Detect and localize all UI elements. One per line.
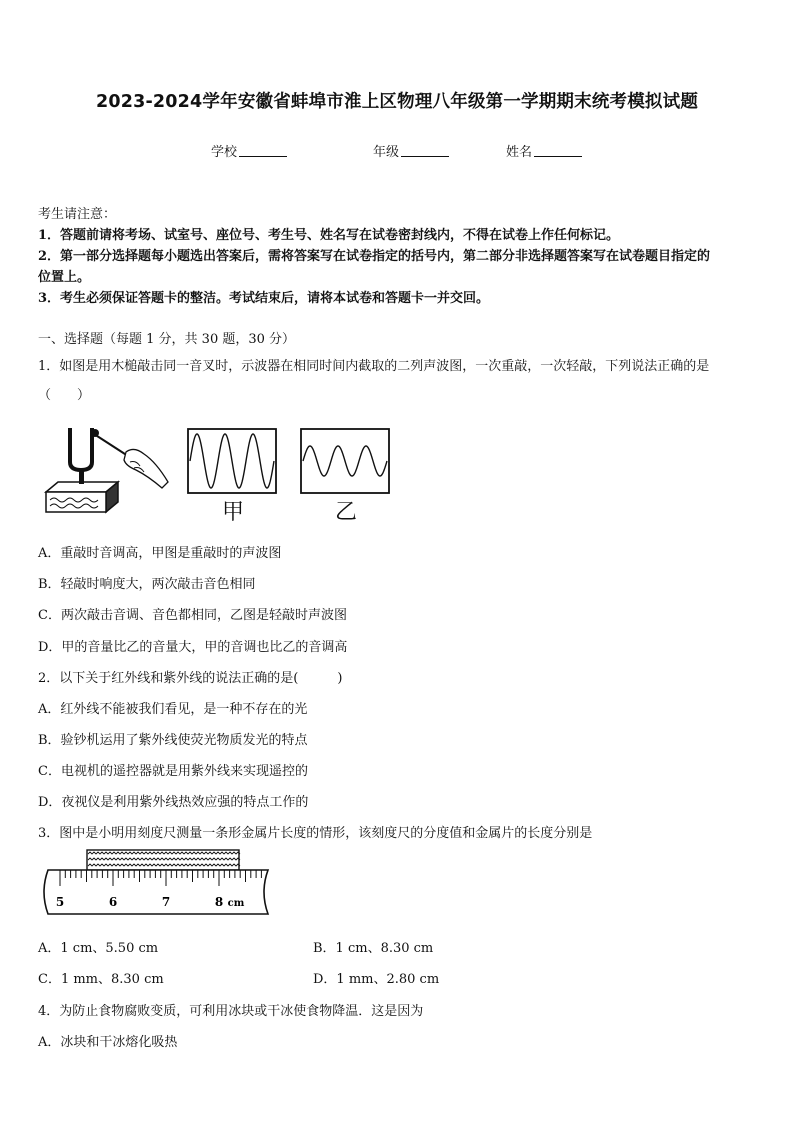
q2-option-a[interactable]: A．红外线不能被我们看见，是一种不存在的光 — [38, 702, 308, 717]
name-blank[interactable] — [534, 144, 582, 157]
q1-option-c[interactable]: C．两次敲击音调、音色都相同，乙图是轻敲时声波图 — [38, 608, 347, 623]
q1-option-a[interactable]: A．重敲时音调高，甲图是重敲时的声波图 — [38, 546, 282, 561]
name-label: 姓名 — [506, 145, 533, 160]
waveform-yi — [300, 428, 390, 494]
school-label: 学校 — [211, 145, 238, 160]
q3-option-c[interactable]: C．1 mm、8.30 cm — [38, 972, 164, 987]
waveform-jia-label: 甲 — [222, 500, 245, 525]
q3-option-b[interactable]: B．1 cm、8.30 cm — [313, 941, 434, 956]
exam-title: 2023-2024学年安徽省蚌埠市淮上区物理八年级第一学期期末统考模拟试题 — [95, 92, 699, 112]
ruler-figure — [38, 848, 274, 918]
grade-blank[interactable] — [401, 144, 449, 157]
section-heading: 一、选择题（每题 1 分，共 30 题，30 分） — [38, 332, 296, 347]
grade-field[interactable] — [373, 141, 449, 160]
notice-item-2-cont: 位置上。 — [38, 270, 91, 285]
notice-heading: 考生请注意： — [38, 207, 117, 222]
q3-option-a[interactable]: A．1 cm、5.50 cm — [38, 941, 159, 956]
q4-stem: 4．为防止食物腐败变质，可利用冰块或干冰使食物降温．这是因为 — [38, 1004, 424, 1019]
q2-option-c[interactable]: C．电视机的遥控器就是用紫外线来实现遥控的 — [38, 764, 308, 779]
ruler-tick-7: 7 — [161, 895, 171, 909]
ruler-tick-8: 8 — [214, 895, 224, 909]
q4-option-a[interactable]: A．冰块和干冰熔化吸热 — [38, 1035, 178, 1050]
grade-label: 年级 — [373, 145, 400, 160]
q2-option-b[interactable]: B．验钞机运用了紫外线使荧光物质发光的特点 — [38, 733, 308, 748]
q3-stem: 3．图中是小明用刻度尺测量一条形金属片长度的情形，该刻度尺的分度值和金属片的长度分别是 — [38, 826, 593, 841]
tuning-fork-figure — [44, 424, 174, 519]
q2-option-d[interactable]: D．夜视仪是利用紫外线热效应强的特点工作的 — [38, 795, 309, 810]
q1-stem-bracket: （ ） — [38, 388, 91, 403]
ruler-tick-5: 5 — [55, 895, 65, 909]
school-field[interactable] — [211, 141, 287, 160]
q1-stem: 1．如图是用木槌敲击同一音叉时，示波器在相同时间内截取的二列声波图，一次重敲，一次轻敲，下列说法正确的是 — [38, 359, 710, 374]
notice-item-3: 3．考生必须保证答题卡的整洁。考试结束后，请将本试卷和答题卡一并交回。 — [38, 291, 490, 306]
q1-option-b[interactable]: B．轻敲时响度大，两次敲击音色相同 — [38, 577, 256, 592]
ruler-unit: cm — [227, 898, 245, 909]
waveform-jia — [187, 428, 277, 494]
waveform-yi-label: 乙 — [335, 500, 358, 525]
notice-item-2: 2．第一部分选择题每小题选出答案后，需将答案写在试卷指定的括号内，第二部分非选择题答案写在试卷题目指定的 — [38, 249, 711, 264]
school-blank[interactable] — [239, 144, 287, 157]
q2-stem: 2．以下关于红外线和紫外线的说法正确的是( ) — [38, 671, 343, 686]
q3-option-d[interactable]: D．1 mm、2.80 cm — [313, 972, 440, 987]
name-field[interactable] — [506, 141, 582, 160]
notice-item-1: 1．答题前请将考场、试室号、座位号、考生号、姓名写在试卷密封线内，不得在试卷上作任何标记。 — [38, 228, 620, 243]
ruler-tick-6: 6 — [108, 895, 118, 909]
q1-option-d[interactable]: D．甲的音量比乙的音量大，甲的音调也比乙的音调高 — [38, 640, 348, 655]
